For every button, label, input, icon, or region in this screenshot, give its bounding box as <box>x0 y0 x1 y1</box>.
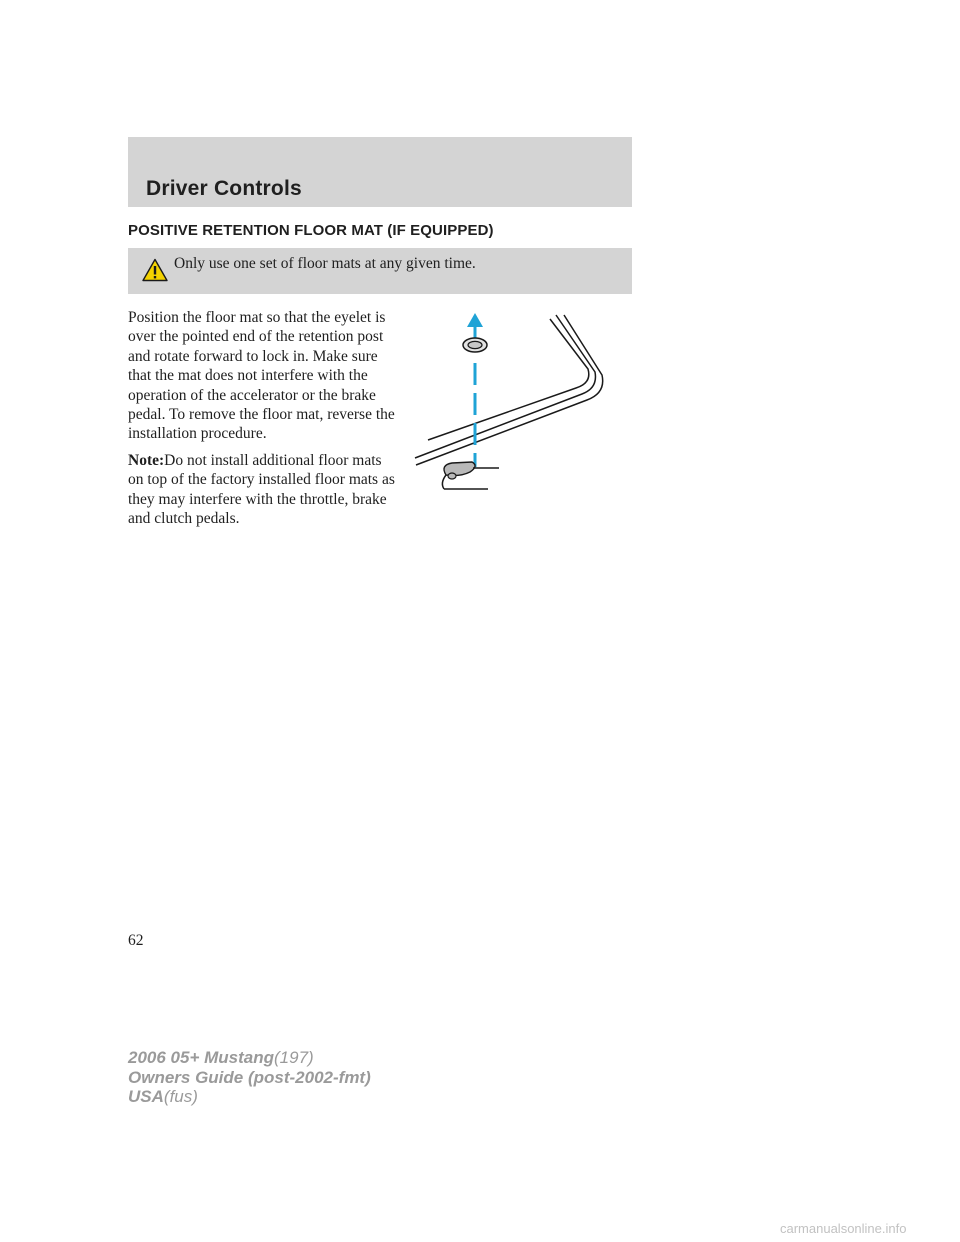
note-paragraph <box>128 451 400 529</box>
footer-line-3 <box>128 1087 371 1107</box>
footer-market: USA <box>128 1087 164 1106</box>
page-section-title: Driver Controls <box>146 177 302 200</box>
note-label: Note: <box>128 451 165 469</box>
footer-line-1 <box>128 1048 371 1068</box>
mat-edge-line-middle <box>415 315 595 458</box>
section-heading: POSITIVE RETENTION FLOOR MAT (IF EQUIPPED) <box>128 222 494 239</box>
footer-model: 2006 05+ Mustang <box>128 1048 274 1067</box>
guide-arrow-head <box>467 313 483 327</box>
retention-post-base <box>448 473 456 479</box>
post-leader-curve <box>442 475 446 489</box>
footer-line-2 <box>128 1068 371 1088</box>
warning-box <box>128 248 632 294</box>
instructions-text <box>128 308 400 535</box>
mat-edge-line-outer <box>416 315 603 465</box>
watermark: carmanualsonline.info <box>780 1221 907 1236</box>
warning-triangle-icon <box>142 258 168 282</box>
footer-guide-format: Owners Guide (post-2002-fmt) <box>128 1067 371 1087</box>
note-text: Do not install additional floor mats on top of the factory installed floor mats as they may interfere with the throttle, brake and clutch pedals. <box>128 451 395 528</box>
warning-text: Only use one set of floor mats at any given time. <box>174 255 476 272</box>
footer-model-code: (197) <box>274 1048 314 1067</box>
eyelet-inner <box>468 341 482 348</box>
document-footer <box>128 1048 371 1107</box>
instruction-paragraph: Position the floor mat so that the eyelet is over the pointed end of the retention post and rotate forward to lock in. Make sure that the mat does not interfere with the operation of the accelerator or the brake pedal. To remove the floor mat, reverse the installation procedure. <box>128 309 395 443</box>
section-header-band <box>128 137 632 207</box>
floor-mat-retention-diagram <box>410 305 625 505</box>
page-number: 62 <box>128 932 144 949</box>
footer-market-code: (fus) <box>163 1087 198 1106</box>
